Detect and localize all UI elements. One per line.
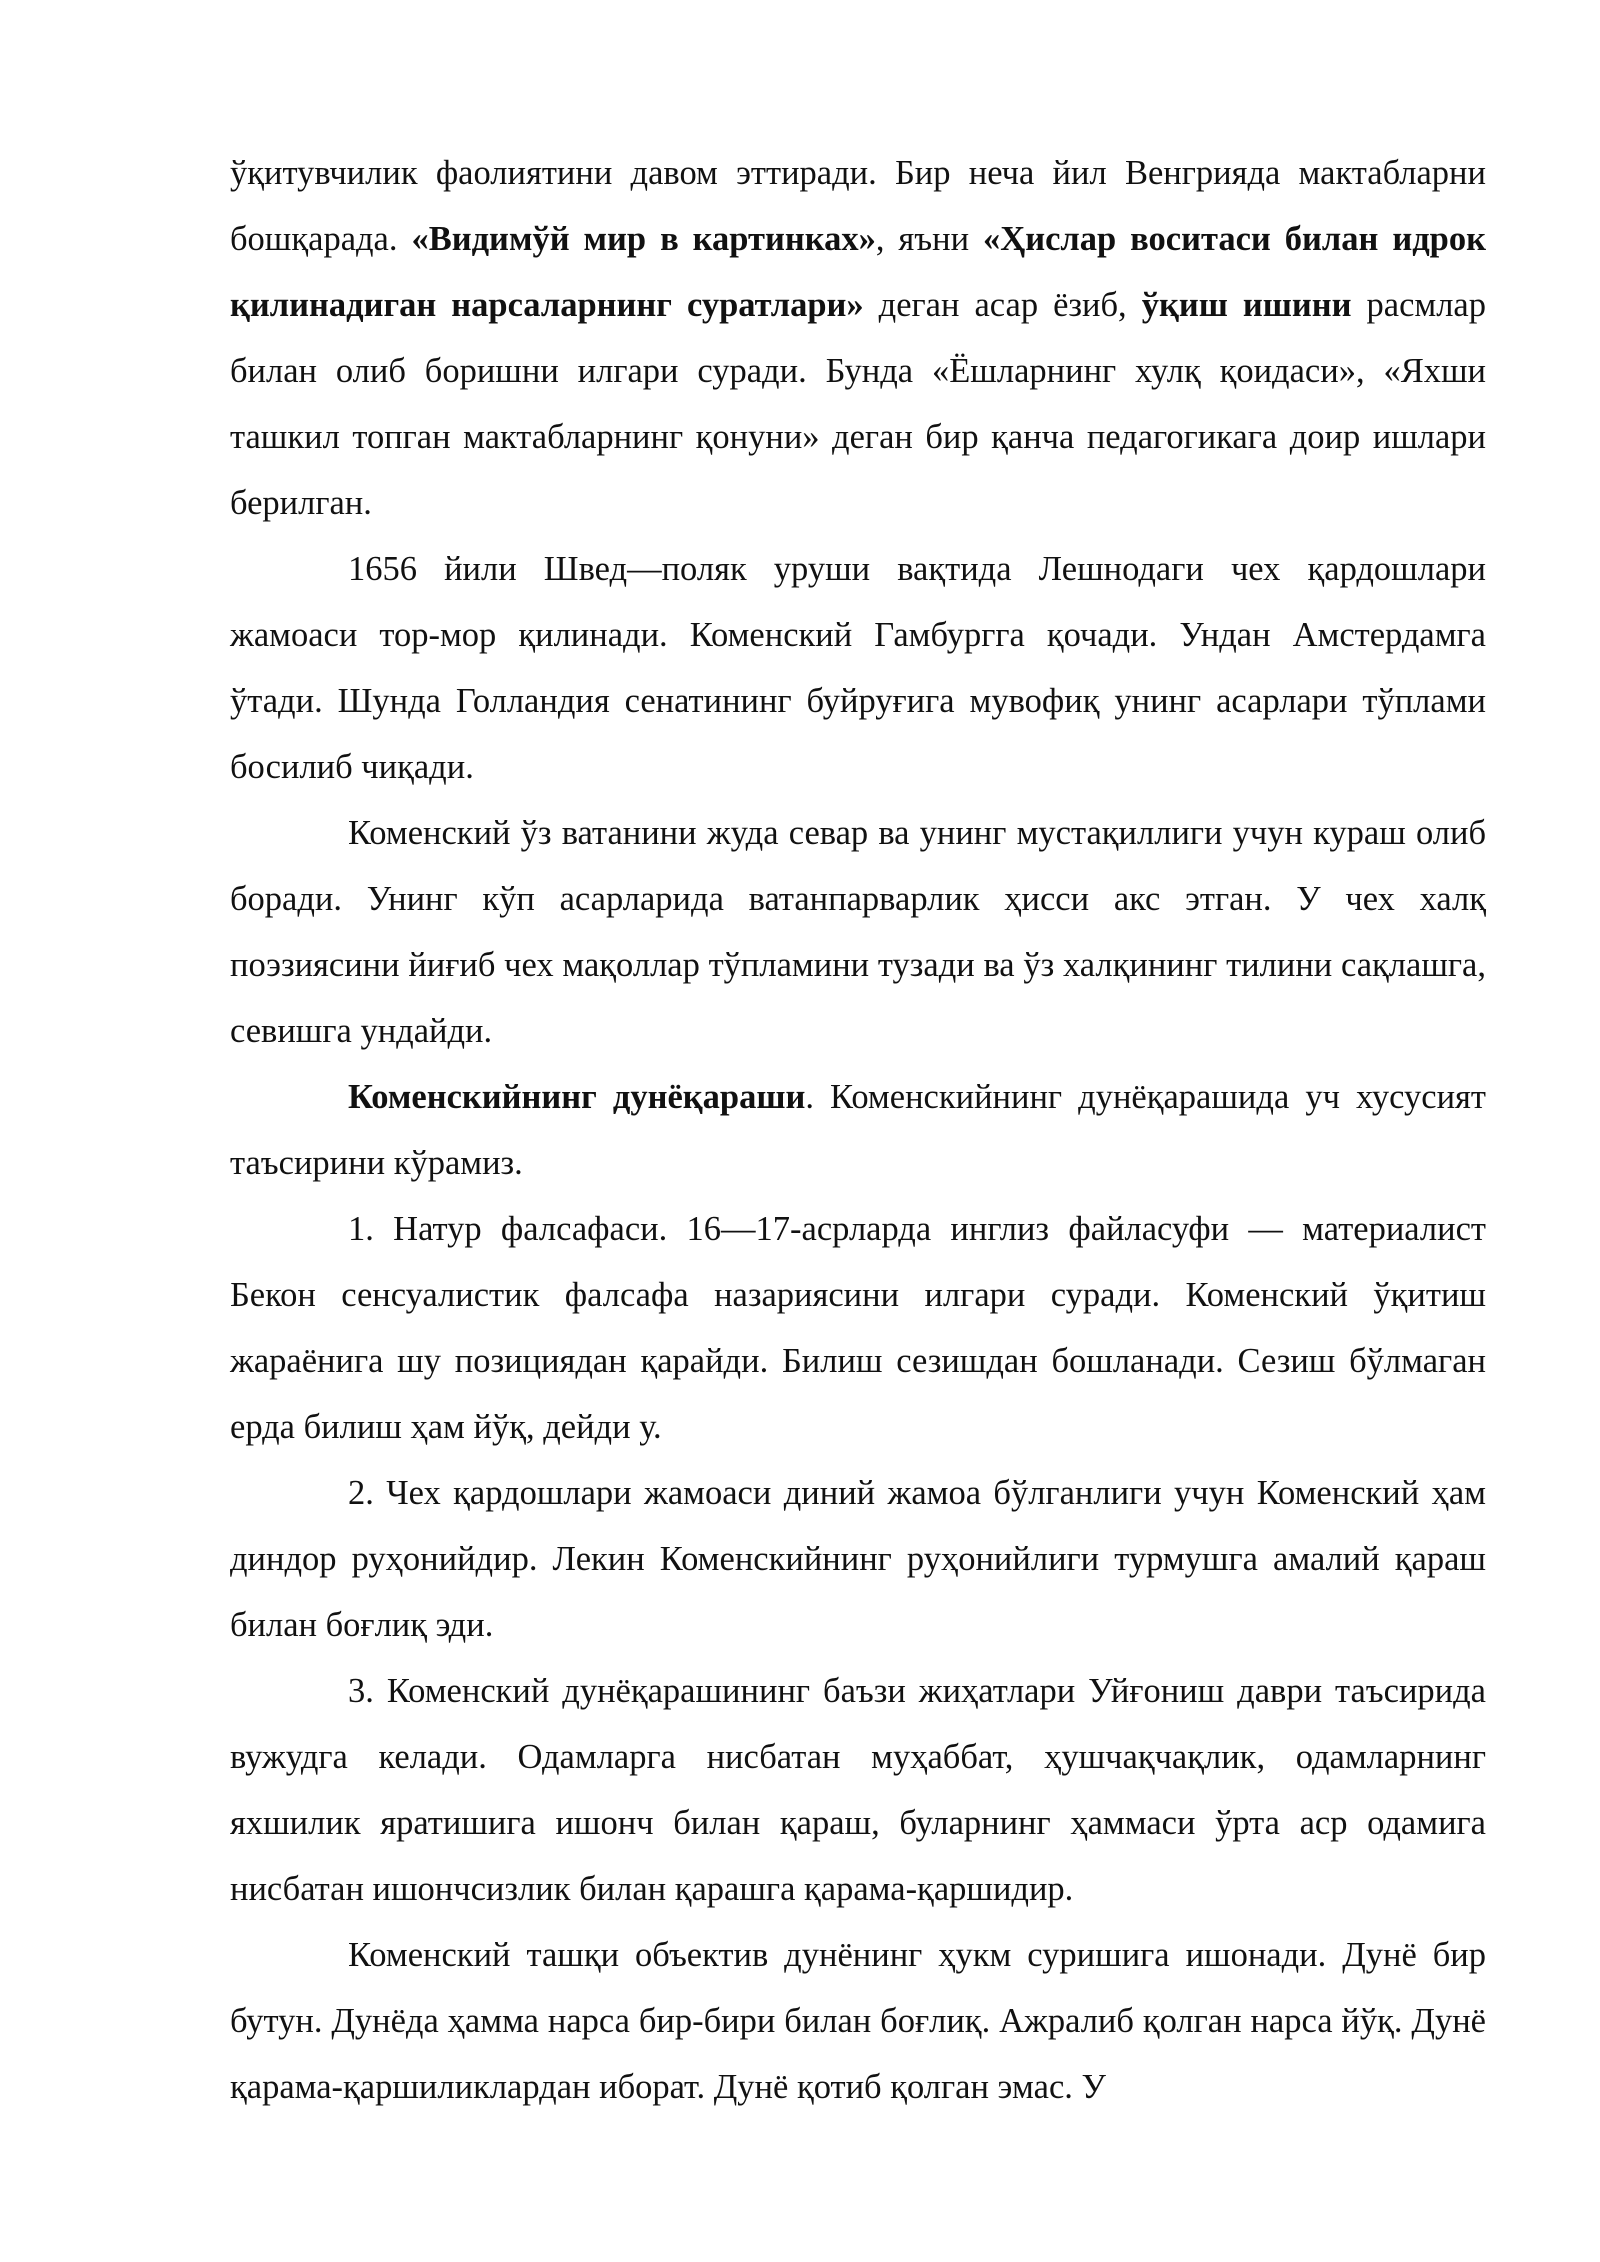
bold-title-run: «Ҳислар воситаси билан идрок қилинадиган нарсаларнинг суратлари» <box>230 220 1486 324</box>
bold-title-run: «Видимўй мир в картинках» <box>411 220 876 258</box>
section-heading: Коменскийнинг дунёқараши <box>348 1078 806 1116</box>
text-run: расмлар билан олиб боришни илгари суради. Бунда «Ёшларнинг хулқ қоидаси», «Яхши ташкил топган мактабларнинг қонуни» деган бир қанча педагогикага доир ишлари берилган. <box>230 286 1486 522</box>
numbered-paragraph <box>230 1658 1486 1922</box>
paragraph <box>230 800 1486 1064</box>
text-run: деган асар ёзиб, <box>863 286 1142 324</box>
text-run: 1656 йили Швед—поляк уруши вақтида Лешнодаги чех қардошлари жамоаси тор-мор қилинади. Коменский Гамбургга қочади. Ундан Амстердамга ўтади. Шунда Голландия сенатининг буйруғига мувофиқ унинг асарлари тўплами босилиб чиқади. <box>230 550 1486 786</box>
section-heading-paragraph <box>230 1064 1486 1196</box>
numbered-paragraph <box>230 1460 1486 1658</box>
text-run: ўқитувчилик фаолиятини давом эттиради. Бир неча йил Венгрияда мактабларни бошқарада. <box>230 154 1486 258</box>
paragraph <box>230 140 1486 536</box>
text-run: 2. Чех қардошлари жамоаси диний жамоа бўлганлиги учун Коменский ҳам диндор руҳонийдир. Лекин Коменскийнинг руҳонийлиги турмушга амалий қараш билан боғлиқ эди. <box>230 1474 1486 1644</box>
numbered-paragraph <box>230 1196 1486 1460</box>
paragraph <box>230 536 1486 800</box>
text-run: . Коменскийнинг дунёқарашида уч хусусият таъсирини кўрамиз. <box>230 1078 1486 1182</box>
text-run: 1. Натур фалсафаси. 16—17-асрларда инглиз файласуфи — материалист Бекон сенсуалистик фалсафа назариясини илгари суради. Коменский ўқитиш жараёнига шу позициядан қарайди. Билиш сезишдан бошланади. Сезиш бўлмаган ерда билиш ҳам йўқ, дейди у. <box>230 1210 1486 1446</box>
text-run: Коменский ўз ватанини жуда севар ва унинг мустақиллиги учун кураш олиб боради. Унинг кўп асарларида ватанпарварлик ҳисси акс этган. У чех халқ поэзиясини йиғиб чех мақоллар тўпламини тузади ва ўз халқининг тилини сақлашга, севишга ундайди. <box>230 814 1486 1050</box>
paragraph <box>230 1922 1486 2120</box>
text-run: , яъни <box>875 220 984 258</box>
text-run: 3. Коменский дунёқарашининг баъзи жиҳатлари Уйғониш даври таъсирида вужудга келади. Одамларга нисбатан муҳаббат, ҳушчақчақлик, одамларнинг яхшилик яратишига ишонч билан қараш, буларнинг ҳаммаси ўрта аср одамига нисбатан ишончсизлик билан қарашга қарама-қаршидир. <box>230 1672 1486 1908</box>
text-run: Коменский ташқи объектив дунёнинг ҳукм суришига ишонади. Дунё бир бутун. Дунёда ҳамма нарса бир-бири билан боғлиқ. Ажралиб қолган нарса йўқ. Дунё қарама-қаршиликлардан иборат. Дунё қотиб қолган эмас. У <box>230 1936 1486 2106</box>
bold-phrase-run: ўқиш ишини <box>1141 286 1352 324</box>
document-page <box>230 140 1486 2120</box>
